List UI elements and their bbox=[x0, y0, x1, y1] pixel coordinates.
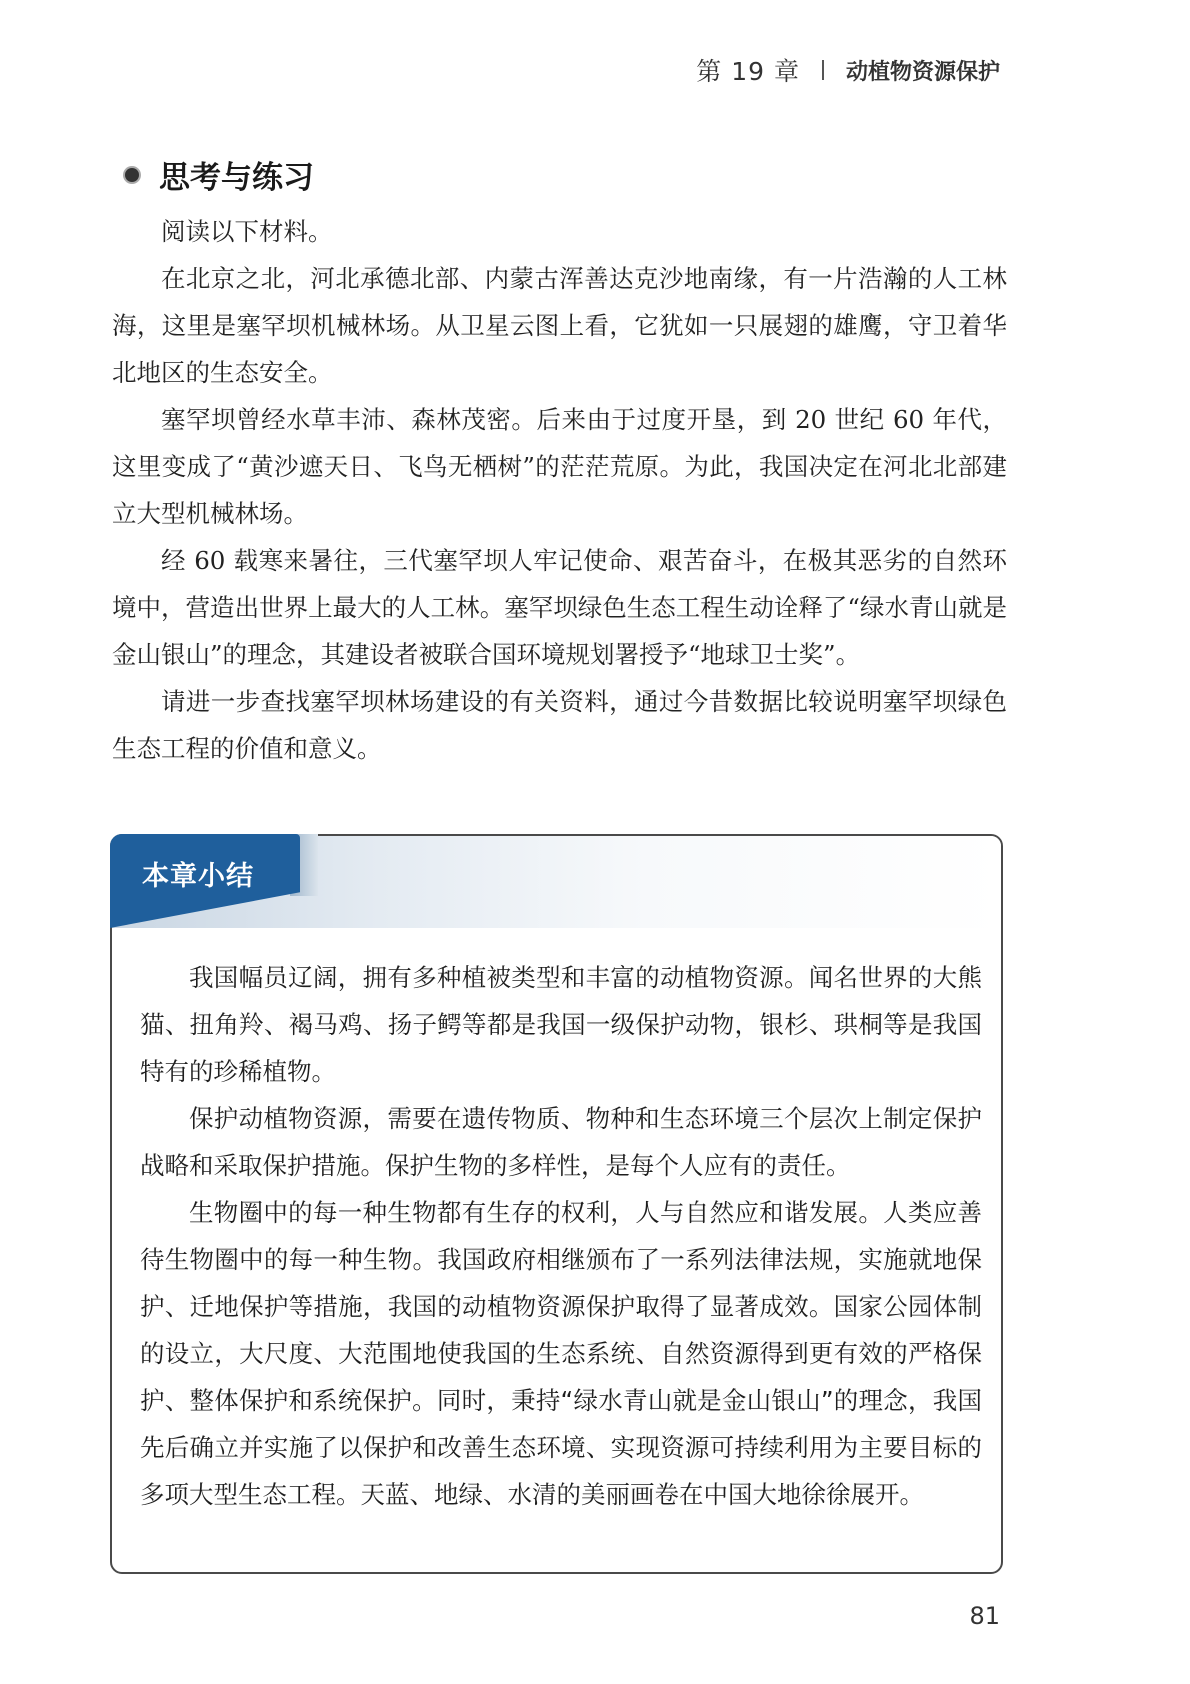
summary-paragraph: 保护动植物资源，需要在遗传物质、物种和生态环境三个层次上制定保护战略和采取保护措施。保护生物的多样性，是每个人应有的责任。 bbox=[140, 1104, 982, 1180]
page-number: 81 bbox=[969, 1602, 1000, 1630]
exercise-paragraph: 阅读以下材料。 bbox=[161, 217, 333, 246]
summary-title: 本章小结 bbox=[142, 861, 254, 892]
summary-body bbox=[140, 954, 982, 1518]
exercise-paragraph: 请进一步查找塞罕坝林场建设的有关资料，通过今昔数据比较说明塞罕坝绿色生态工程的价值和意义。 bbox=[112, 687, 1007, 763]
exercise-heading-text: 思考与练习 bbox=[159, 160, 314, 196]
chapter-summary-box bbox=[110, 834, 1003, 1574]
chapter-title: 动植物资源保护 bbox=[845, 59, 1000, 85]
exercise-heading bbox=[125, 152, 314, 197]
chapter-number: 第 19 章 bbox=[696, 57, 800, 86]
summary-paragraph: 我国幅员辽阔，拥有多种植被类型和丰富的动植物资源。闻名世界的大熊猫、扭角羚、褐马鸡、扬子鳄等都是我国一级保护动物，银杉、珙桐等是我国特有的珍稀植物。 bbox=[140, 963, 982, 1086]
bullet-icon bbox=[125, 168, 139, 182]
exercise-paragraph: 经 60 载寒来暑往，三代塞罕坝人牢记使命、艰苦奋斗，在极其恶劣的自然环境中，营造出世界上最大的人工林。塞罕坝绿色生态工程生动诠释了“绿水青山就是金山银山”的理念，其建设者被联合国环境规划署授予“地球卫士奖”。 bbox=[112, 546, 1007, 669]
exercise-paragraph: 塞罕坝曾经水草丰沛、森林茂密。后来由于过度开垦，到 20 世纪 60 年代，这里变成了“黄沙遮天日、飞鸟无栖树”的茫茫荒原。为此，我国决定在河北北部建立大型机械林场。 bbox=[112, 405, 1007, 528]
summary-paragraph: 生物圈中的每一种生物都有生存的权利，人与自然应和谐发展。人类应善待生物圈中的每一种生物。我国政府相继颁布了一系列法律法规，实施就地保护、迁地保护等措施，我国的动植物资源保护取得了显著成效。国家公园体制的设立，大尺度、大范围地使我国的生态系统、自然资源得到更有效的严格保护、整体保护和系统保护。同时，秉持“绿水青山就是金山银山”的理念，我国先后确立并实施了以保护和改善生态环境、实现资源可持续利用为主要目标的多项大型生态工程。天蓝、地绿、水清的美丽画卷在中国大地徐徐展开。 bbox=[140, 1198, 982, 1509]
exercise-paragraph: 在北京之北，河北承德北部、内蒙古浑善达克沙地南缘，有一片浩瀚的人工林海，这里是塞罕坝机械林场。从卫星云图上看，它犹如一只展翅的雄鹰，守卫着华北地区的生态安全。 bbox=[112, 264, 1007, 387]
header-separator bbox=[822, 60, 824, 80]
exercise-body bbox=[112, 208, 1007, 772]
running-header bbox=[696, 52, 1000, 88]
